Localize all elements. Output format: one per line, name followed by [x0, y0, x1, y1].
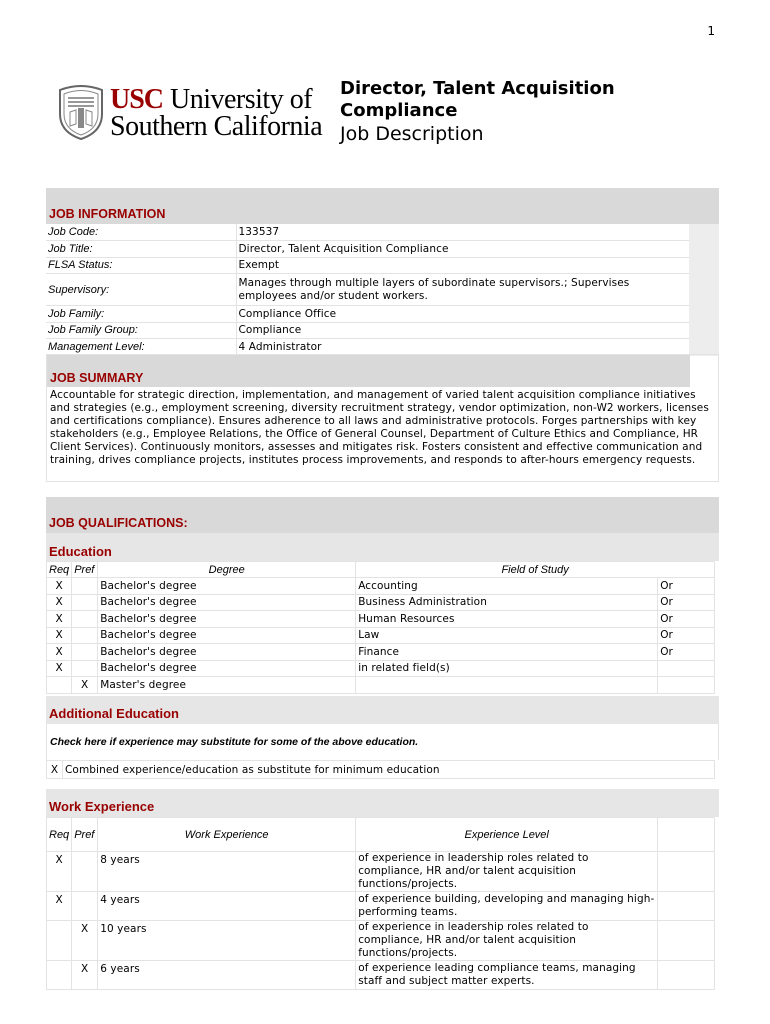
experience-level: of experience in leadership roles related to compliance, HR and/or talent acquisition functions/projects. — [356, 921, 658, 961]
req-mark: X — [47, 852, 72, 892]
conjunction — [658, 660, 715, 677]
col-experience-level: Experience Level — [356, 818, 658, 852]
work-experience-table — [46, 817, 715, 990]
experience-level: of experience leading compliance teams, managing staff and subject matter experts. — [356, 961, 658, 990]
job-summary-text: Accountable for strategic direction, implementation, and management of varied talent acquisition compliance initiatives and strategies (e.g., employment screening, diversity recruitment strategy, vendor optimization, non-W2 workers, licenses and certifications compliance). Ensures adherence to all laws and administrative protocols. Forges partnerships with key stakeholders (e.g., Employee Relations, the Office of General Counsel, Department of Culture Ethics and Compliance, HR Client Services). Continuously monitors, assesses and mitigates risk. Fosters consistent and effective communication and training, drives compliance projects, institutes process improvements, and responds to after-hours emergency requests. — [50, 389, 709, 466]
conjunction — [658, 677, 715, 694]
degree: Bachelor's degree — [98, 627, 356, 644]
pref-mark — [72, 594, 98, 611]
logo-southern-california-text: Southern California — [110, 111, 323, 142]
table-row — [47, 961, 715, 990]
info-label: Job Code: — [46, 224, 236, 241]
req-mark: X — [47, 660, 72, 677]
col-pref: Pref — [72, 818, 98, 852]
info-value: 133537 — [236, 224, 689, 241]
years: 8 years — [98, 852, 356, 892]
education-heading: Education — [49, 544, 112, 559]
job-summary-section — [46, 354, 719, 482]
col-req: Req — [47, 818, 72, 852]
conjunction: Or — [658, 578, 715, 595]
info-value: Exempt — [236, 257, 689, 274]
table-row — [46, 306, 689, 323]
req-mark: X — [47, 578, 72, 595]
degree: Bachelor's degree — [98, 644, 356, 661]
info-label: Job Family Group: — [46, 322, 236, 339]
info-value: Compliance Office — [236, 306, 689, 323]
info-label: Job Title: — [46, 241, 236, 258]
info-value: 4 Administrator — [236, 339, 689, 356]
info-label: FLSA Status: — [46, 257, 236, 274]
table-row — [46, 322, 689, 339]
table-row — [47, 761, 715, 779]
table-row — [47, 892, 715, 921]
field-of-study: Accounting — [356, 578, 658, 595]
usc-seal-icon — [58, 84, 104, 140]
pref-mark — [72, 892, 98, 921]
col-pref: Pref — [72, 562, 98, 578]
info-value: Compliance — [236, 322, 689, 339]
field-of-study: Law — [356, 627, 658, 644]
document-subtitle: Job Description — [340, 123, 484, 145]
education-table — [46, 561, 715, 694]
document-title: Director, Talent Acquisition Compliance — [340, 78, 615, 121]
pref-mark — [72, 611, 98, 628]
field-of-study: Finance — [356, 644, 658, 661]
degree: Bachelor's degree — [98, 611, 356, 628]
table-row — [47, 611, 715, 628]
pref-mark — [72, 627, 98, 644]
substitute-text: Combined experience/education as substitute for minimum education — [63, 761, 715, 779]
work-experience-heading: Work Experience — [49, 799, 155, 814]
pref-mark — [72, 644, 98, 661]
col-work-experience: Work Experience — [98, 818, 356, 852]
field-of-study: Human Resources — [356, 611, 658, 628]
table-header-row — [47, 562, 715, 578]
logo-usc-text: USC — [110, 84, 164, 115]
qualifications-heading: JOB QUALIFICATIONS: — [49, 516, 188, 530]
req-mark: X — [47, 594, 72, 611]
table-row — [47, 677, 715, 694]
job-information-section — [46, 188, 719, 356]
field-of-study: in related field(s) — [356, 660, 658, 677]
table-row — [47, 644, 715, 661]
qualifications-section — [46, 497, 719, 990]
experience-level: of experience in leadership roles related to compliance, HR and/or talent acquisition functions/projects. — [356, 852, 658, 892]
req-mark — [47, 961, 72, 990]
info-value: Manages through multiple layers of subordinate supervisors.; Supervises employees and/or student workers. — [236, 274, 689, 306]
table-row — [47, 921, 715, 961]
table-row — [46, 339, 689, 356]
job-information-table — [46, 224, 689, 356]
req-mark — [47, 921, 72, 961]
years: 6 years — [98, 961, 356, 990]
table-row — [46, 257, 689, 274]
conjunction: Or — [658, 594, 715, 611]
req-mark: X — [47, 627, 72, 644]
col-field: Field of Study — [356, 562, 715, 578]
years: 4 years — [98, 892, 356, 921]
col-degree: Degree — [98, 562, 356, 578]
table-row — [47, 852, 715, 892]
degree: Bachelor's degree — [98, 578, 356, 595]
job-information-heading: JOB INFORMATION — [49, 207, 166, 221]
table-row — [47, 627, 715, 644]
pref-mark: X — [72, 961, 98, 990]
info-side-shade — [689, 224, 719, 356]
conjunction: Or — [658, 611, 715, 628]
degree: Master's degree — [98, 677, 356, 694]
req-mark: X — [47, 611, 72, 628]
table-row — [46, 241, 689, 258]
table-row — [47, 578, 715, 595]
years: 10 years — [98, 921, 356, 961]
req-mark: X — [47, 892, 72, 921]
table-row — [47, 594, 715, 611]
substitute-table — [46, 760, 715, 779]
pref-mark — [72, 660, 98, 677]
req-mark: X — [47, 644, 72, 661]
info-label: Job Family: — [46, 306, 236, 323]
additional-education-heading: Additional Education — [49, 706, 179, 721]
info-value: Director, Talent Acquisition Compliance — [236, 241, 689, 258]
substitute-checkbox[interactable]: X — [47, 761, 63, 779]
table-header-row — [47, 818, 715, 852]
field-of-study — [356, 677, 658, 694]
pref-mark: X — [72, 921, 98, 961]
degree: Bachelor's degree — [98, 594, 356, 611]
experience-level: of experience building, developing and managing high-performing teams. — [356, 892, 658, 921]
table-row — [47, 660, 715, 677]
table-row — [46, 224, 689, 241]
table-row — [46, 274, 689, 306]
info-label: Supervisory: — [46, 274, 236, 306]
pref-mark — [72, 852, 98, 892]
req-mark — [47, 677, 72, 694]
conjunction: Or — [658, 627, 715, 644]
field-of-study: Business Administration — [356, 594, 658, 611]
pref-mark: X — [72, 677, 98, 694]
usc-logo — [58, 84, 328, 140]
pref-mark — [72, 578, 98, 595]
substitute-prompt: Check here if experience may substitute for some of the above education. — [50, 736, 419, 748]
col-req: Req — [47, 562, 72, 578]
conjunction: Or — [658, 644, 715, 661]
job-summary-heading: JOB SUMMARY — [50, 371, 144, 385]
page-number: 1 — [707, 24, 715, 38]
degree: Bachelor's degree — [98, 660, 356, 677]
info-label: Management Level: — [46, 339, 236, 356]
logo-university-text: University of — [170, 84, 313, 115]
